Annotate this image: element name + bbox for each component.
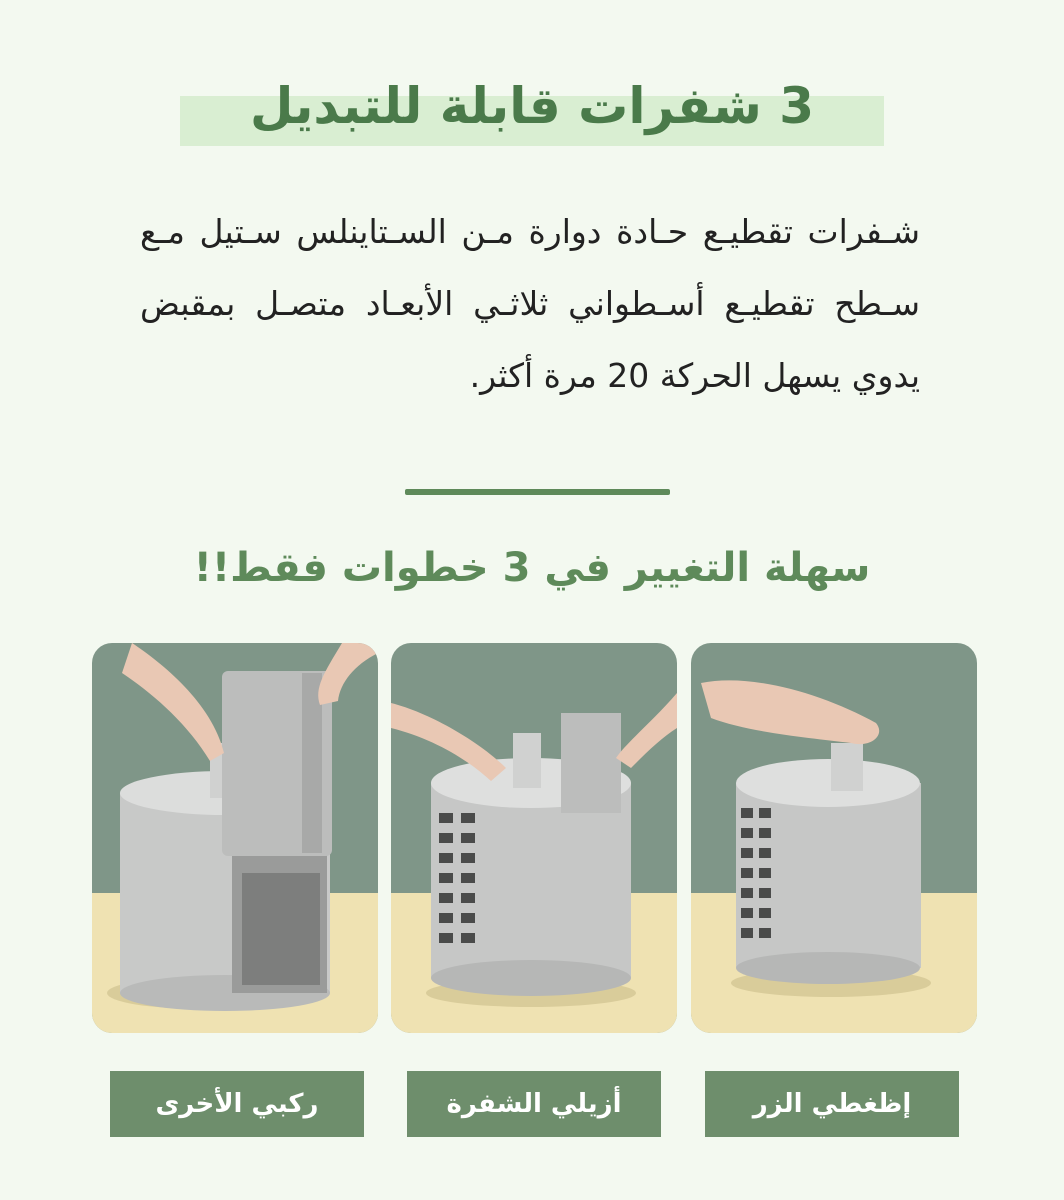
description-text: شـفرات تقطيـع حـادة دوارة مـن السـتاينلس سـتيل مـع سـطح تقطيـع أسـطواني ثلاثـي الأبعـاد متصـل بمقبض يدوي يسهل الحركة 20 مرة أكثر. bbox=[140, 212, 920, 395]
attach-blade-photo bbox=[92, 643, 378, 1033]
press-button-photo bbox=[691, 643, 977, 1033]
step-label-remove: أزيلي الشفرة bbox=[407, 1071, 661, 1137]
page-title: 3 شفرات قابلة للتبديل bbox=[250, 77, 814, 135]
step-label-press: إظغطي الزر bbox=[705, 1071, 959, 1137]
step-label-attach: ركبي الأخرى bbox=[110, 1071, 364, 1137]
remove-blade-photo bbox=[391, 643, 677, 1033]
section-divider bbox=[405, 489, 670, 495]
steps-heading: سهلة التغيير في 3 خطوات فقط!! bbox=[193, 545, 871, 591]
